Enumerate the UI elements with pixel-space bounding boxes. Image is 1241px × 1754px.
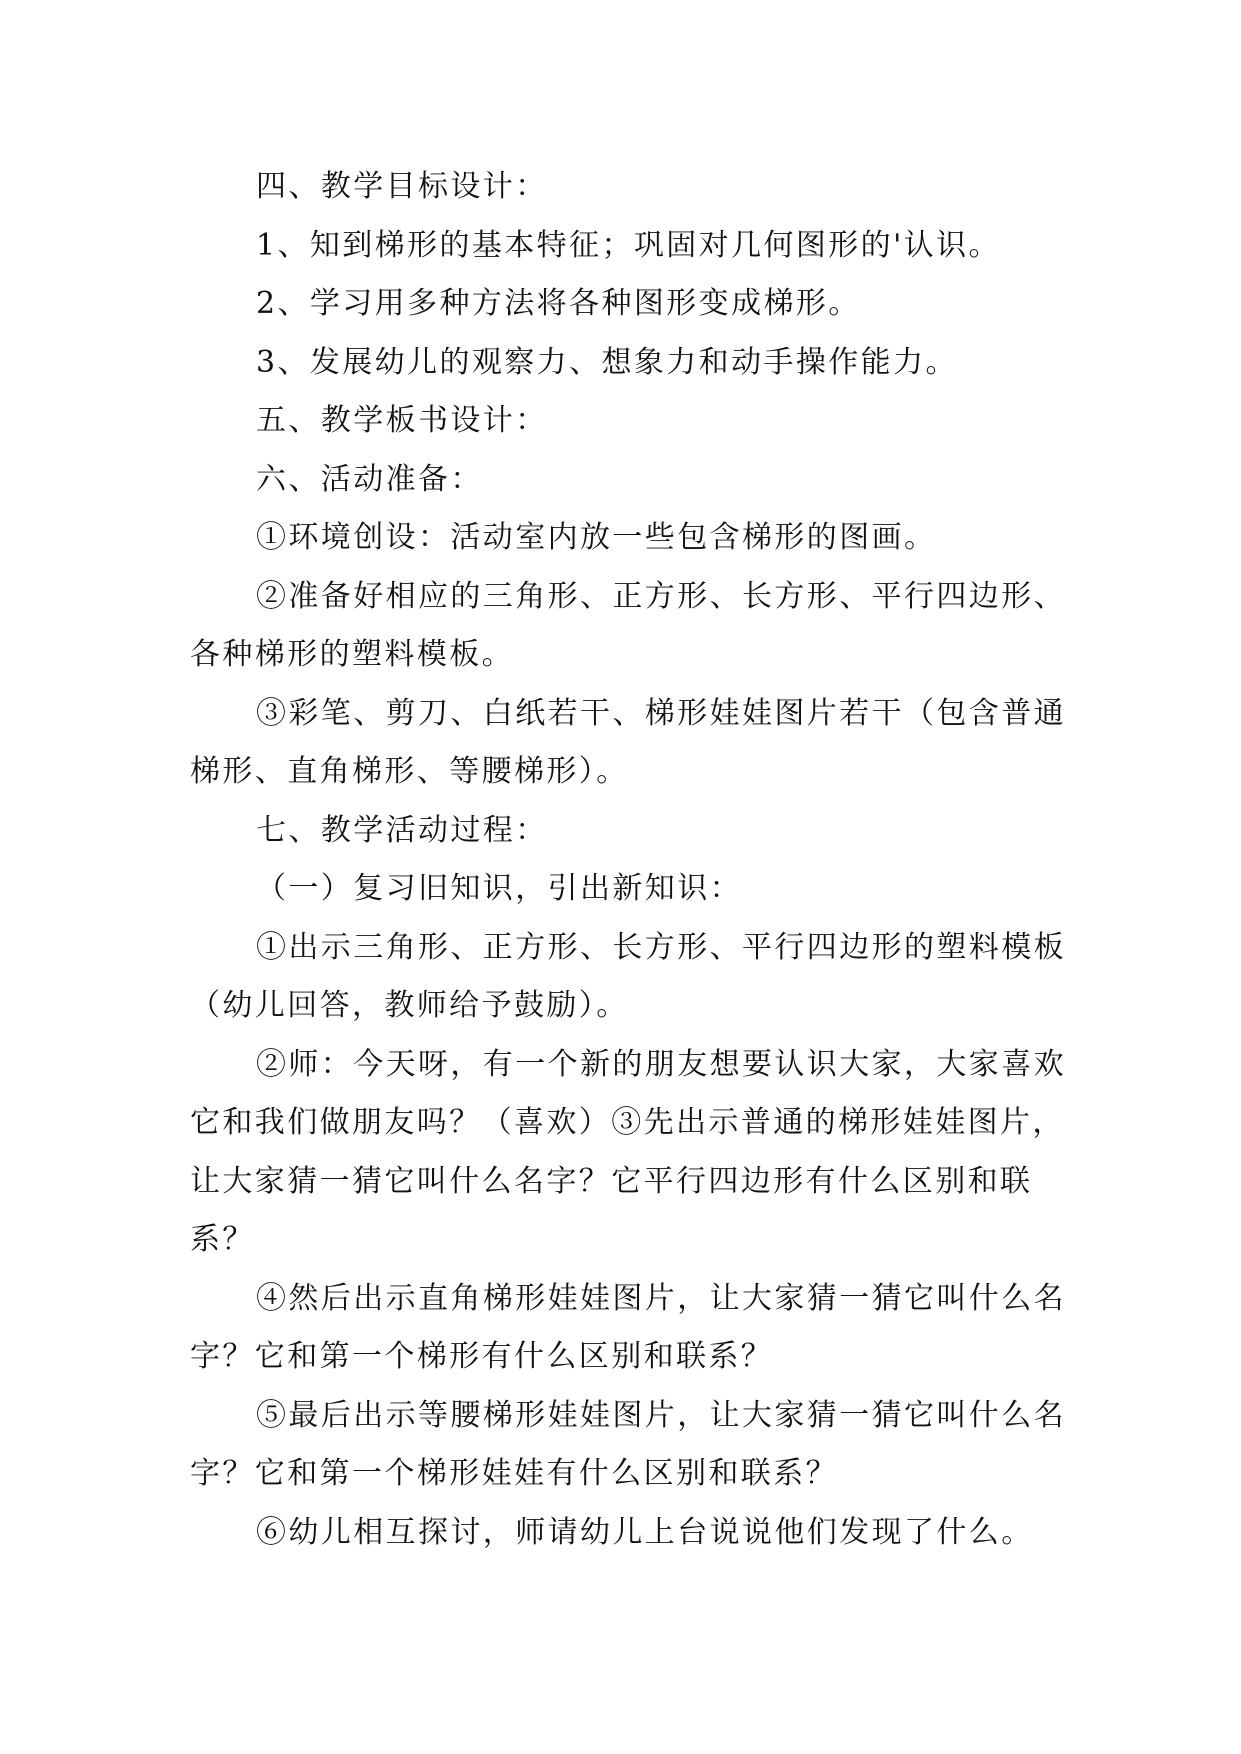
heading-blackboard-design: 五、教学板书设计： <box>256 403 548 438</box>
process-step-1: ①出示三角形、正方形、长方形、平行四边形的塑料模板（幼儿回答，教师给予鼓励）。 <box>190 929 1066 1023</box>
process-step-6: ⑥幼儿相互探讨，师请幼儿上台说说他们发现了什么。 <box>256 1514 1034 1550</box>
process-step-4: ④然后出示直角梯形娃娃图片，让大家猜一猜它叫什么名字？它和第一个梯形有什么区别和联系？ <box>190 1280 1066 1374</box>
process-step-2: ②师：今天呀，有一个新的朋友想要认识大家，大家喜欢它和我们做朋友吗？（喜欢）③先出示普通的梯形娃娃图片，让大家猜一猜它叫什么名字？它平行四边形有什么区别和联系？ <box>190 1046 1066 1257</box>
preparation-item-2: ②准备好相应的三角形、正方形、长方形、平行四边形、各种梯形的塑料模板。 <box>190 578 1066 672</box>
heading-activity-process: 七、教学活动过程： <box>256 812 548 848</box>
process-step-5: ⑤最后出示等腰梯形娃娃图片，让大家猜一猜它叫什么名字？它和第一个梯形娃娃有什么区别和联系？ <box>190 1397 1066 1491</box>
goal-item-2: 2、学习用多种方法将各种图形变成梯形。 <box>256 286 861 321</box>
goal-item-3: 3、发展幼儿的观察力、想象力和动手操作能力。 <box>256 344 958 380</box>
heading-teaching-goals: 四、教学目标设计： <box>256 169 548 204</box>
preparation-item-1: ①环境创设：活动室内放一些包含梯形的图画。 <box>256 520 937 555</box>
goal-item-1: 1、知到梯形的基本特征；巩固对几何图形的'认识。 <box>256 227 1001 263</box>
heading-activity-preparation: 六、活动准备： <box>256 461 483 497</box>
subheading-review: （一）复习旧知识，引出新知识： <box>256 871 742 906</box>
document-body <box>190 158 1070 1562</box>
preparation-item-3: ③彩笔、剪刀、白纸若干、梯形娃娃图片若干（包含普通梯形、直角梯形、等腰梯形）。 <box>190 695 1066 789</box>
